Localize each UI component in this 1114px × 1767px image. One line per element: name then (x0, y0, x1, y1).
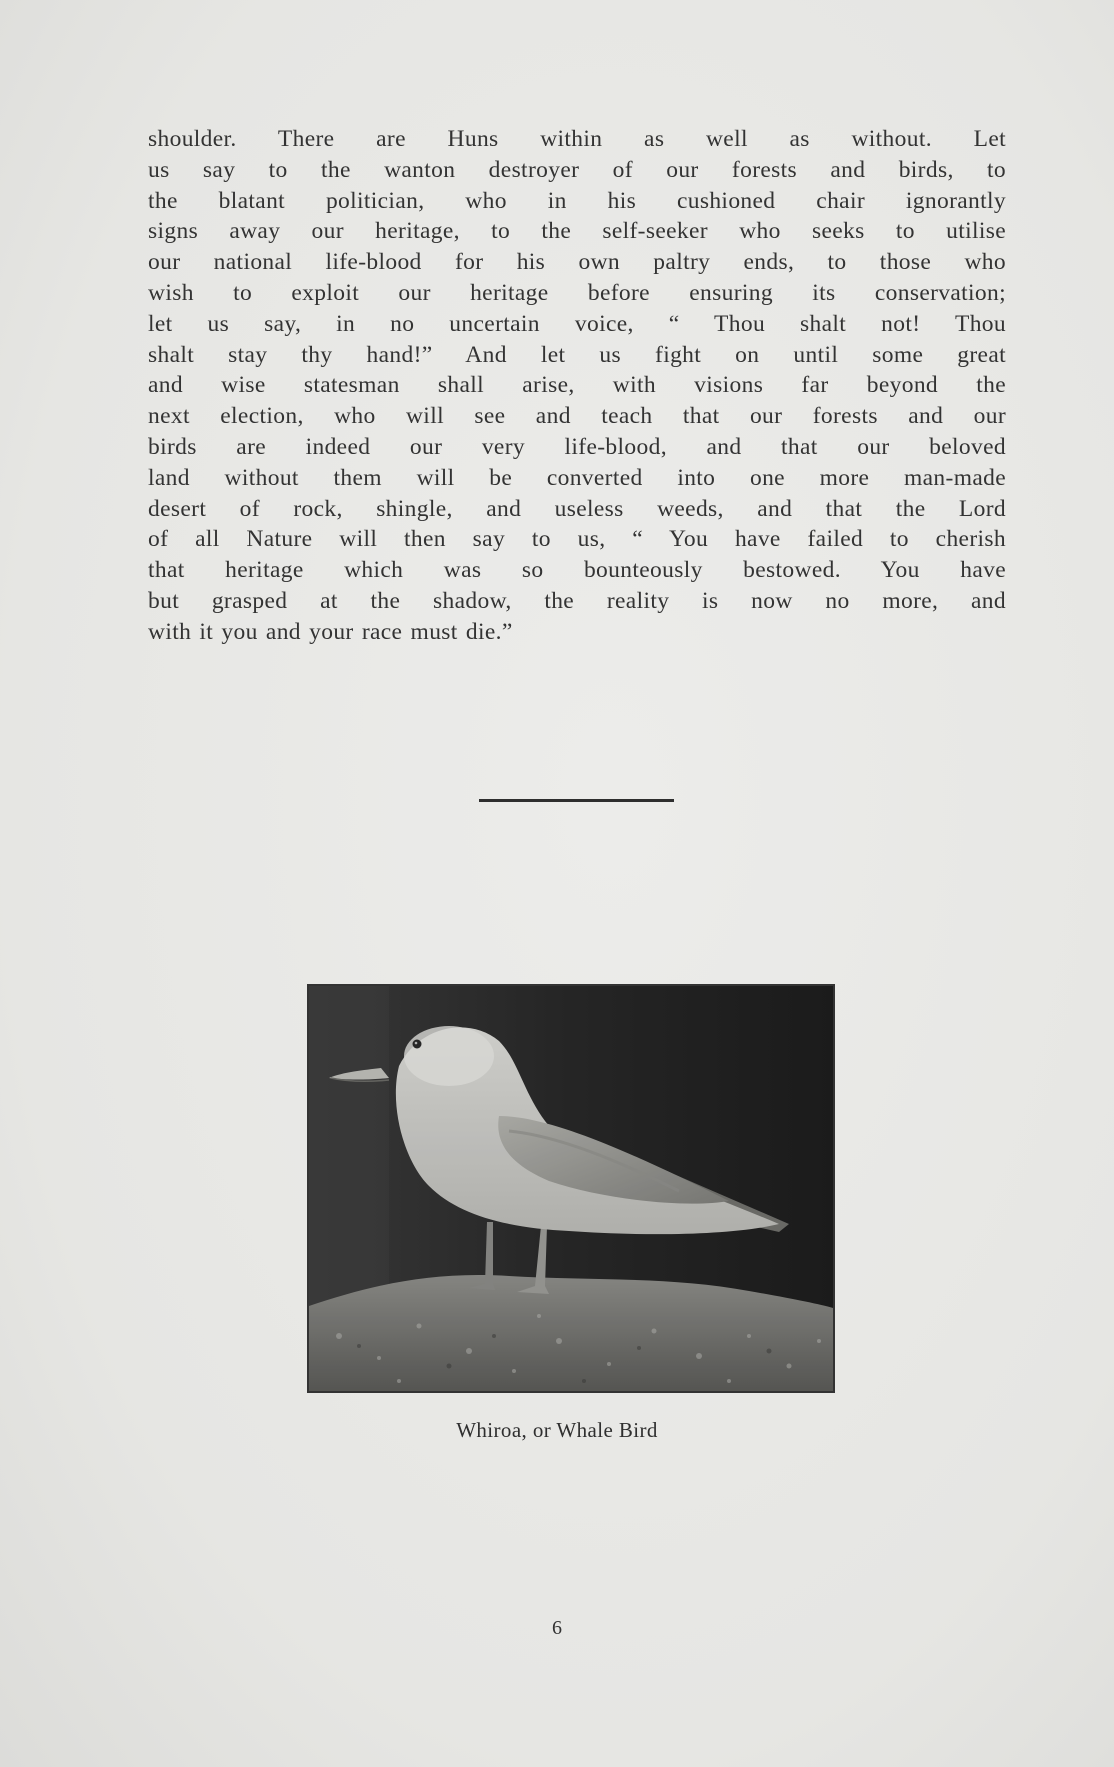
bird-photograph (307, 984, 835, 1393)
page-number: 6 (552, 1617, 562, 1639)
text-line: signs away our heritage, to the self-seeker who seeks to utilise (148, 218, 1006, 245)
text-line: shoulder. There are Huns within as well as without. Let (148, 126, 1006, 152)
text-line: desert of rock, shingle, and useless weeds, and that the Lord (148, 495, 1006, 522)
text-line: that heritage which was so bounteously bestowed. You have (148, 557, 1006, 584)
text-line: the blatant politician, who in his cushioned chair ignorantly (148, 187, 1006, 214)
bird-photo-illustration (309, 986, 833, 1391)
body-text (148, 124, 1006, 648)
text-line: birds are indeed our very life-blood, and that our beloved (148, 433, 1006, 460)
text-line: us say to the wanton destroyer of our forests and birds, to (148, 156, 1006, 183)
text-line: shalt stay thy hand!” And let us fight on until some great (148, 341, 1006, 368)
figure-caption: Whiroa, or Whale Bird (456, 1418, 658, 1442)
text-line: next election, who will see and teach that our forests and our (148, 403, 1006, 430)
section-divider (479, 799, 674, 802)
text-line: but grasped at the shadow, the reality is now no more, and (148, 587, 1006, 614)
text-line: and wise statesman shall arise, with visions far beyond the (148, 372, 1006, 399)
text-line: let us say, in no uncertain voice, “ Thou shalt not! Thou (148, 310, 1006, 337)
text-line: land without them will be converted into one more man-made (148, 464, 1006, 491)
text-line: of all Nature will then say to us, “ You have failed to cherish (148, 526, 1006, 553)
text-line: wish to exploit our heritage before ensuring its conservation; (148, 279, 1006, 306)
text-line: our national life-blood for his own paltry ends, to those who (148, 249, 1006, 276)
text-line: with it you and your race must die.” (148, 618, 513, 645)
